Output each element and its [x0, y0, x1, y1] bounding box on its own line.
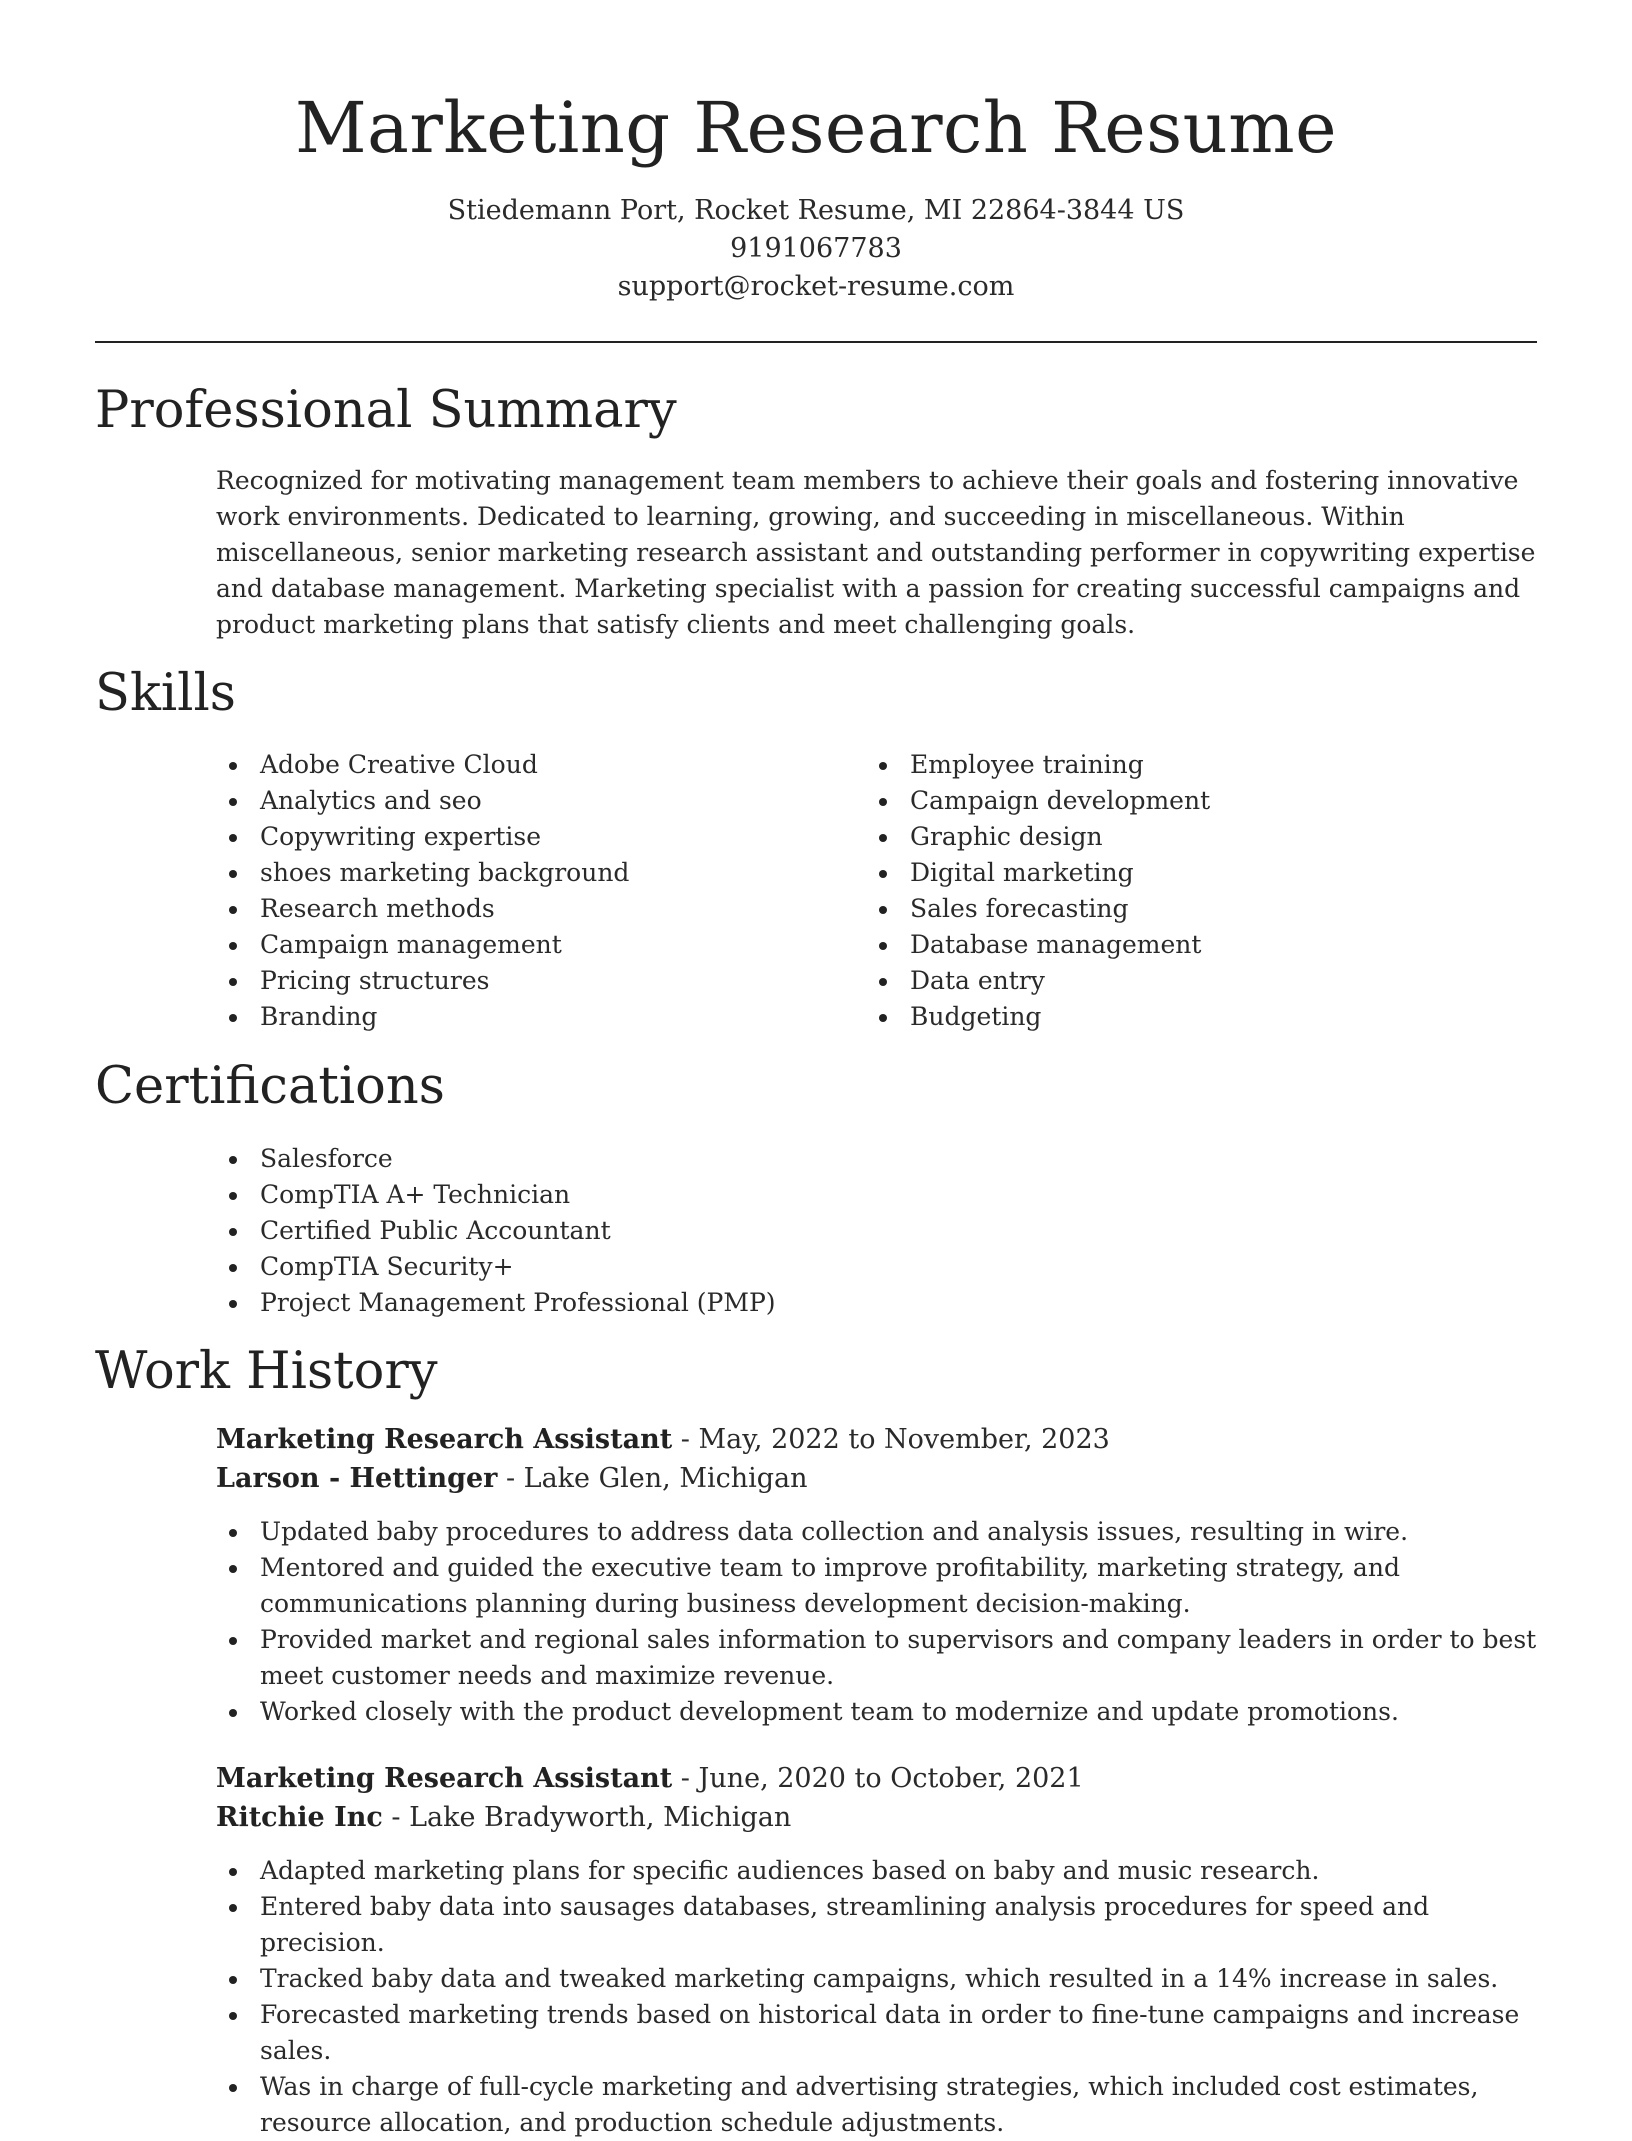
skill-item: Sales forecasting [866, 891, 1466, 927]
section-title-summary: Professional Summary [95, 381, 677, 440]
section-title-certifications: Certifications [95, 1057, 445, 1116]
job-bullet: Adapted marketing plans for specific audiences based on baby and music research. [216, 1853, 1556, 1889]
contact-block [0, 192, 1632, 306]
job-bullet: Entered baby data into sausages databases, streamlining analysis procedures for speed and precision. [216, 1889, 1556, 1961]
skill-item: Database management [866, 927, 1466, 963]
skill-item: Research methods [216, 891, 816, 927]
certification-item: Salesforce [216, 1141, 1516, 1177]
job-bullet: Was in charge of full-cycle marketing and advertising strategies, which included cost estimates, resource allocation, and production schedule adjustments. [216, 2069, 1556, 2141]
job-title-line [216, 1759, 1556, 1798]
job-entry [216, 1759, 1556, 2141]
certification-item: Certified Public Accountant [216, 1213, 1516, 1249]
skill-item: Employee training [866, 747, 1466, 783]
skill-item: Campaign development [866, 783, 1466, 819]
contact-email: support@rocket-resume.com [617, 271, 1015, 302]
contact-address: Stiedemann Port, Rocket Resume, MI 22864-3844 US [447, 195, 1185, 226]
skill-item: Analytics and seo [216, 783, 816, 819]
skill-item: Graphic design [866, 819, 1466, 855]
contact-phone: 9191067783 [730, 233, 902, 264]
skill-item: Campaign management [216, 927, 816, 963]
job-bullet: Provided market and regional sales information to supervisors and company leaders in order to best meet customer needs and maximize revenue. [216, 1622, 1556, 1694]
section-title-skills: Skills [95, 664, 236, 723]
summary-text: Recognized for motivating management team members to achieve their goals and fostering innovative work environments. Dedicated to learning, growing, and succeeding in miscellaneous. Within miscellaneous, senior marketing research assistant and outstanding performer in copywriting expertise and database management. Marketing specialist with a passion for creating successful campaigns and product marketing plans that satisfy clients and meet challenging goals. [216, 466, 1536, 639]
job-company: Larson - Hettinger [216, 1463, 498, 1494]
job-bullet: Worked closely with the product development team to modernize and update promotions. [216, 1694, 1556, 1730]
skill-item: Data entry [866, 963, 1466, 999]
skills-list-right [866, 747, 1466, 1035]
job-role: Marketing Research Assistant [216, 1763, 673, 1794]
skill-item: shoes marketing background [216, 855, 816, 891]
section-title-work-history: Work History [95, 1342, 438, 1401]
job-bullet: Mentored and guided the executive team to improve profitability, marketing strategy, and communications planning during business development decision-making. [216, 1550, 1556, 1622]
job-entry [216, 1420, 1556, 1730]
header-divider [95, 341, 1537, 343]
certifications-list [216, 1141, 1516, 1321]
job-company-line [216, 1798, 1556, 1837]
job-bullet: Forecasted marketing trends based on historical data in order to fine-tune campaigns and increase sales. [216, 1997, 1556, 2069]
job-bullet: Updated baby procedures to address data collection and analysis issues, resulting in wire. [216, 1514, 1556, 1550]
job-bullets [216, 1853, 1556, 2141]
skill-item: Adobe Creative Cloud [216, 747, 816, 783]
job-company-line [216, 1459, 1556, 1498]
resume-title: Marketing Research Resume [294, 87, 1338, 169]
job-bullet: Tracked baby data and tweaked marketing campaigns, which resulted in a 14% increase in sales. [216, 1961, 1556, 1997]
job-location: - Lake Bradyworth, Michigan [382, 1802, 792, 1833]
skills-list-left [216, 747, 816, 1035]
job-company: Ritchie Inc [216, 1802, 383, 1833]
job-title-line [216, 1420, 1556, 1459]
job-location: - Lake Glen, Michigan [497, 1463, 808, 1494]
job-dates: - May, 2022 to November, 2023 [672, 1424, 1110, 1455]
skill-item: Digital marketing [866, 855, 1466, 891]
job-bullets [216, 1514, 1556, 1730]
skill-item: Budgeting [866, 999, 1466, 1035]
skill-item: Branding [216, 999, 816, 1035]
job-dates: - June, 2020 to October, 2021 [672, 1763, 1084, 1794]
job-role: Marketing Research Assistant [216, 1424, 673, 1455]
skill-item: Pricing structures [216, 963, 816, 999]
skill-item: Copywriting expertise [216, 819, 816, 855]
certification-item: Project Management Professional (PMP) [216, 1285, 1516, 1321]
certification-item: CompTIA Security+ [216, 1249, 1516, 1285]
resume-header [0, 0, 1632, 306]
certification-item: CompTIA A+ Technician [216, 1177, 1516, 1213]
